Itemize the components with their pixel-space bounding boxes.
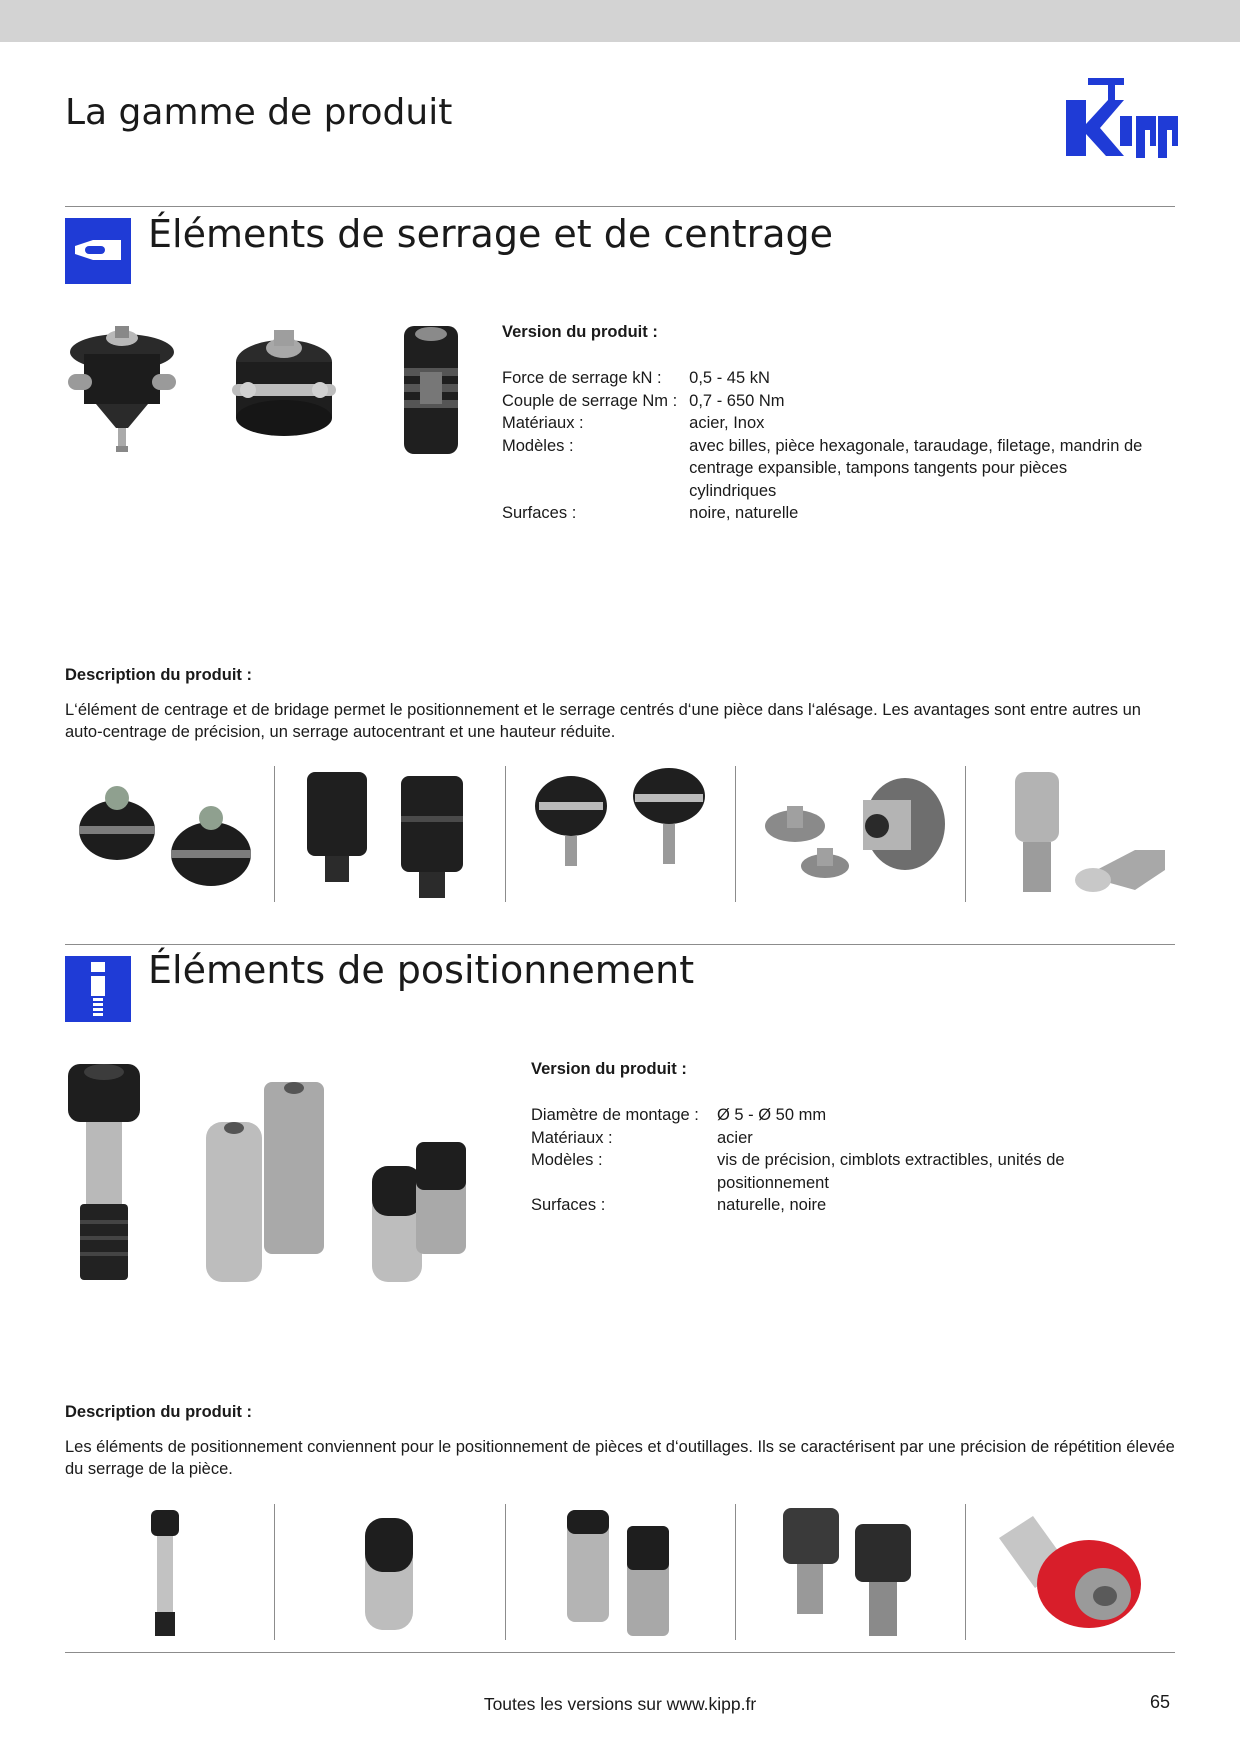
spec-label: Diamètre de montage :	[531, 1106, 699, 1124]
product-thumb-locating-pin	[361, 1514, 417, 1634]
description-text: L‘élément de centrage et de bridage permet le positionnement et le serrage centrés d‘une pièce dans l‘alésage. Les avantages sont entre autres un auto-centrage de précision, un serrage autocentrant et une hauteur réduite.	[65, 700, 1141, 741]
product-thumb-positioning-unit-red	[993, 1510, 1153, 1640]
section-rule	[65, 944, 1175, 945]
product-thumb-centering-pin	[985, 766, 1175, 902]
product-thumb-hex-balls	[71, 772, 267, 896]
section-title-clamping: Éléments de serrage et de centrage	[148, 212, 834, 256]
spec-value: vis de précision, cimblots extractibles, unités de positionnement	[717, 1151, 1065, 1192]
spec-block-clamping	[502, 320, 1162, 525]
footer-text: Toutes les versions sur www.kipp.fr	[483, 1694, 757, 1714]
spec-row	[531, 1194, 1077, 1217]
divider	[735, 766, 736, 902]
product-thumb-bushings	[777, 1504, 927, 1640]
divider	[274, 766, 275, 902]
product-image-precision-screw	[64, 1060, 144, 1286]
description-block-positioning	[65, 1401, 1175, 1481]
spec-block-positioning	[531, 1057, 1131, 1217]
product-image-centering-element-cylindrical	[396, 322, 466, 462]
product-image-positioning-units	[368, 1136, 472, 1286]
description-heading: Description du produit :	[65, 666, 252, 684]
spec-heading: Version du produit :	[502, 323, 658, 341]
spec-row	[531, 1149, 1077, 1194]
product-image-clamping-element-balls	[62, 322, 182, 462]
divider	[505, 1504, 506, 1640]
product-strip-clamping	[65, 766, 1175, 902]
divider	[965, 766, 966, 902]
product-thumb-cylindrical-pins	[561, 1506, 681, 1640]
section-rule	[65, 206, 1175, 207]
spec-value: noire, naturelle	[689, 504, 799, 522]
spec-value: 0,7 - 650 Nm	[689, 391, 785, 410]
spec-label: Matériaux :	[502, 414, 584, 432]
spec-table	[502, 367, 1149, 525]
divider	[274, 1504, 275, 1640]
spec-table	[531, 1104, 1077, 1217]
spec-row	[531, 1127, 1077, 1150]
clamping-section-icon	[65, 218, 131, 284]
description-text: Les éléments de positionnement conviennent pour le positionnement de pièces et d‘outillages. Ils se caractérisent par une précision de répétition élevée du serrage de la pièce.	[65, 1437, 1175, 1478]
product-thumb-shoulder-screw	[145, 1506, 185, 1640]
section-title-positioning: Éléments de positionnement	[148, 948, 695, 992]
spec-row	[502, 390, 1149, 413]
page-number: 65	[1150, 1692, 1171, 1712]
spec-row	[502, 412, 1149, 435]
spec-label: Surfaces :	[502, 504, 577, 522]
spec-label: Couple de serrage Nm :	[502, 391, 678, 410]
spec-label: Modèles :	[502, 436, 574, 455]
positioning-section-icon	[65, 956, 131, 1022]
spec-label: Matériaux :	[531, 1128, 613, 1147]
page-title: La gamme de produit	[65, 92, 453, 133]
spec-value: avec billes, pièce hexagonale, taraudage, filetage, mandrin de centrage expansible, tampons tangents pour pièces cylindriques	[689, 436, 1143, 500]
spec-row	[531, 1104, 1077, 1127]
spec-value: acier	[717, 1128, 753, 1147]
spec-row	[502, 502, 1149, 525]
spec-value: naturelle, noire	[717, 1196, 827, 1214]
product-thumb-threaded	[297, 766, 487, 902]
top-bar	[0, 0, 1240, 42]
spec-label: Surfaces :	[531, 1196, 606, 1214]
product-thumb-expanding-mandrel	[755, 770, 955, 898]
spec-value: Ø 5 - Ø 50 mm	[717, 1106, 827, 1124]
divider	[965, 1504, 966, 1640]
spec-row	[502, 367, 1149, 390]
footer-rule	[65, 1652, 1175, 1653]
spec-heading: Version du produit :	[531, 1060, 687, 1078]
spec-value: acier, Inox	[689, 414, 765, 432]
kipp-logo	[1062, 74, 1184, 166]
product-thumb-tangent-pads	[531, 766, 721, 902]
spec-value: 0,5 - 45 kN	[689, 369, 770, 387]
product-image-clamping-element-ring	[224, 322, 344, 462]
spec-label: Force de serrage kN :	[502, 369, 662, 387]
spec-label: Modèles :	[531, 1151, 603, 1169]
spec-row	[502, 435, 1149, 503]
description-block-clamping	[65, 664, 1175, 744]
divider	[735, 1504, 736, 1640]
divider	[505, 766, 506, 902]
product-strip-positioning	[65, 1504, 1175, 1640]
product-image-locating-pins	[200, 1076, 330, 1286]
description-heading: Description du produit :	[65, 1403, 252, 1421]
